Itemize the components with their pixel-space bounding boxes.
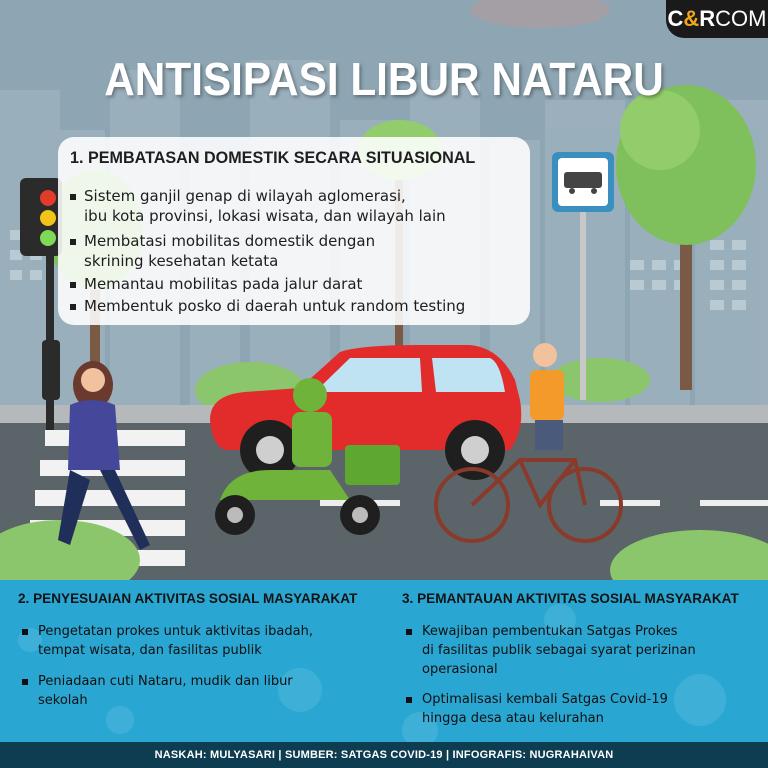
section3-item: Optimalisasi kembali Satgas Covid-19 hingga desa atau kelurahan [406,690,668,728]
bullet-icon [406,697,412,703]
section1-item: Memantau mobilitas pada jalur darat [70,274,362,294]
section1-title: 1. PEMBATASAN DOMESTIK SECARA SITUASIONAL [70,148,476,167]
bullet-icon [70,282,76,288]
bullet-icon [70,239,76,245]
section2-item: Pengetatan prokes untuk aktivitas ibadah, tempat wisata, dan fasilitas publik [22,622,313,660]
section1-item: Sistem ganjil genap di wilayah aglomerasi, ibu kota provinsi, lokasi wisata, dan wilayah lain [70,186,446,226]
brand-logo: C&RCOM [666,0,768,38]
section2-title: 2. PENYESUAIAN AKTIVITAS SOSIAL MASYARAKAT [18,590,358,606]
section2-item: Peniadaan cuti Nataru, mudik dan libur sekolah [22,672,293,710]
page-title: ANTISIPASI LIBUR NATARU [104,53,664,105]
section3-title: 3. PEMANTAUAN AKTIVITAS SOSIAL MASYARAKAT [402,590,739,606]
bullet-icon [70,304,76,310]
credits-footer: NASKAH: MULYASARI | SUMBER: SATGAS COVID-19 | INFOGRAFIS: NUGRAHAIVAN [0,742,768,768]
bullet-icon [406,629,412,635]
section3-item: Kewajiban pembentukan Satgas Prokes di fasilitas publik sebagai syarat perizinan operasional [406,622,696,679]
bullet-icon [70,194,76,200]
section1-item: Membatasi mobilitas domestik dengan skrining kesehatan ketata [70,231,375,271]
section1-item: Membentuk posko di daerah untuk random testing [70,296,465,316]
bullet-icon [22,629,28,635]
bullet-icon [22,679,28,685]
